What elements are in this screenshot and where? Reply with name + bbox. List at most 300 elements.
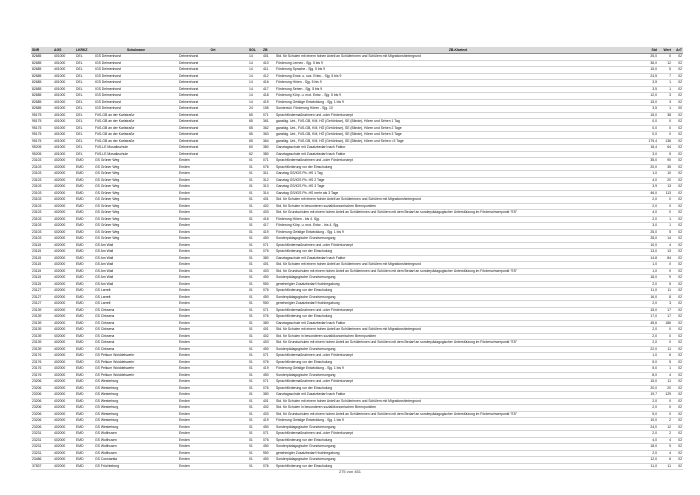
cell-wert: 6 [658,457,672,464]
cell-wert: 1 [658,223,672,230]
cell-ags: 402000 [53,197,75,204]
cell-schulname: GS Am Wall [94,281,178,288]
column-header-ags[interactable]: AGS [53,47,75,54]
cell-zb: 076 [262,385,275,392]
cell-ags: 402000 [53,288,75,295]
cell-snr: 23139 [31,340,53,347]
cell-ags: 402000 [53,262,75,269]
cell-ort: Delmenhorst [178,138,248,145]
cell-art: 02 [672,301,683,308]
cell-zb: 950 [262,301,275,308]
cell-ags: 401000 [53,145,75,152]
cell-schulname: GS Früchteburg [94,463,178,470]
cell-schulname: GS Grüner Weg [94,158,178,165]
cell-art: 02 [672,281,683,288]
cell-std: 1,0 [641,262,658,269]
cell-schulname: GS Grüner Weg [94,184,178,191]
cell-schulname: IGS Delmenhorst [94,67,178,74]
cell-ags: 402000 [53,216,75,223]
cell-wert: 13 [658,249,672,256]
cell-snr: 23103 [31,190,53,197]
cell-snr: 23115 [31,275,53,282]
cell-zb-klartext: ganztäg. Unt., FöS-GB, KM, HÖ (Gehörlose), SE (Blinde), Hören und Sehen >3 Tage [275,138,641,145]
cell-schulname: GS Am Wall [94,255,178,262]
cell-zb-klartext: Förderung Geistige Entwicklung - Sjg. 1 bis 9 [275,99,641,106]
cell-zb: 076 [262,314,275,321]
cell-zb-klartext: Förderung Emot. u. soz. Entw. - Sjg. 5 bis 9 [275,73,641,80]
cell-lkrkz: EMD [75,327,94,334]
cell-schulname: GS Westerburg [94,385,178,392]
cell-art: 02 [672,210,683,217]
cell-zb-klartext: Sprachfördermaßnahmen und -oder Förderkonzept [275,379,641,386]
cell-art: 02 [672,431,683,438]
cell-ags: 402000 [53,320,75,327]
cell-sgl: 01 [248,262,262,269]
cell-zb-klartext: Ganztag GS/IGS Pb.-HS 2 Tage [275,177,641,184]
cell-zb: 314 [262,190,275,197]
cell-ort: Emden [178,424,248,431]
cell-wert: 113 [658,190,672,197]
column-header-ort[interactable]: Ort [178,47,248,54]
cell-std: 10,0 [641,242,658,249]
cell-lkrkz: EMD [75,450,94,457]
cell-zb-klartext: genehmigter Zusatzbedarf Hochbegabung [275,301,641,308]
cell-std: 179,4 [641,138,658,145]
cell-zb-klartext: Std. für Schulen in besonderen sozialökonomischen Brennpunkten [275,405,641,412]
cell-schulname: GS Am Wall [94,242,178,249]
cell-snr: 23139 [31,307,53,314]
cell-std: 24,5 [641,73,658,80]
cell-wert: 1 [658,366,672,373]
cell-zb: 403 [262,411,275,418]
cell-zb: 450 [262,346,275,353]
cell-snr: 23231 [31,450,53,457]
cell-zb-klartext: Ganztag GS/IGS Pb.-HS 1 Tag [275,171,641,178]
cell-snr: 82685 [31,93,53,100]
cell-zb-klartext: Sprachförderung vor der Einschulung [275,437,641,444]
cell-wert: 2 [658,431,672,438]
cell-std: 5,0 [641,366,658,373]
cell-wert: 17 [658,314,672,321]
cell-ort: Emden [178,171,248,178]
cell-zb-klartext: Förderung Körp. u. mot. Entw. - Sjg. 5 bis 9 [275,93,641,100]
cell-schulname: FöS-GB an der Karlstraße [94,112,178,119]
cell-snr: 23176 [31,359,53,366]
column-header-zb-klartext[interactable]: ZB-Klartext [275,47,641,54]
cell-sgl: 01 [248,190,262,197]
cell-ort: Emden [178,184,248,191]
cell-std: 25,0 [641,54,658,61]
cell-lkrkz: EMD [75,405,94,412]
cell-zb-klartext: Ganztagsschule mit Zusatzbedarf nach Faktor [275,255,641,262]
cell-std: 15,0 [641,307,658,314]
column-header-zb[interactable]: ZB [262,47,275,54]
cell-wert: 2 [658,418,672,425]
cell-zb: 380 [262,151,275,158]
cell-wert: 11 [658,288,672,295]
cell-snr: 82685 [31,73,53,80]
cell-wert: 136 [658,138,672,145]
cell-ags: 402000 [53,411,75,418]
cell-wert: 35 [658,164,672,171]
cell-zb: 071 [262,112,275,119]
cell-art: 02 [672,437,683,444]
cell-art: 02 [672,249,683,256]
cell-art: 02 [672,86,683,93]
cell-ags: 402000 [53,424,75,431]
cell-snr: 37837 [31,463,53,470]
cell-art: 02 [672,366,683,373]
cell-zb-klartext: ganztäg. Unt., FöS-GB, KM, HÖ (Gehörlose), SE (Blinde), Hören und Sehen 1 Tag [275,119,641,126]
cell-sgl: 01 [248,294,262,301]
cell-lkrkz: DEL [75,99,94,106]
cell-std: 16,0 [641,294,658,301]
column-header-wert[interactable]: Wert [658,47,672,54]
cell-zb: 450 [262,424,275,431]
cell-zb-klartext: Förderung Körp. u. mot. Entw. - bis 4. Sjg. [275,223,641,230]
cell-ags: 402000 [53,275,75,282]
cell-lkrkz: EMD [75,288,94,295]
cell-snr: 23139 [31,346,53,353]
cell-std: 36,0 [641,60,658,67]
cell-std: 17,0 [641,314,658,321]
cell-wert: 0 [658,197,672,204]
cell-std: 2,0 [641,216,658,223]
cell-ort: Emden [178,255,248,262]
cell-ags: 402000 [53,372,75,379]
cell-std: 4,0 [641,177,658,184]
cell-snr: 23206 [31,392,53,399]
cell-sgl: 14 [248,86,262,93]
cell-zb: 071 [262,158,275,165]
cell-std: 11,0 [641,288,658,295]
cell-wert: 0 [658,327,672,334]
cell-zb: 311 [262,171,275,178]
cell-wert: 1 [658,80,672,87]
cell-wert: 4 [658,242,672,249]
cell-art: 02 [672,184,683,191]
cell-art: 02 [672,320,683,327]
cell-zb-klartext: Sonderpädagogische Grundversorgung [275,444,641,451]
cell-lkrkz: EMD [75,411,94,418]
cell-wert: 8 [658,294,672,301]
cell-art: 02 [672,236,683,243]
cell-lkrkz: DEL [75,106,94,113]
cell-ort: Delmenhorst [178,73,248,80]
cell-zb-klartext: Sonderpädagogische Grundversorgung [275,372,641,379]
cell-sgl: 01 [248,307,262,314]
cell-wert: 17 [658,307,672,314]
cell-ort: Emden [178,314,248,321]
cell-std: 2,0 [641,398,658,405]
cell-ags: 402000 [53,236,75,243]
cell-lkrkz: EMD [75,333,94,340]
cell-lkrkz: DEL [75,138,94,145]
cell-zb: 071 [262,353,275,360]
cell-ags: 402000 [53,379,75,386]
cell-sgl: 01 [248,463,262,470]
cell-schulname: GS Wolthusen [94,437,178,444]
cell-std: 46,0 [641,190,658,197]
cell-snr: 23103 [31,197,53,204]
cell-wert: 11 [658,463,672,470]
cell-snr: 23103 [31,171,53,178]
cell-ags: 401000 [53,73,75,80]
cell-schulname: GS Grüner Weg [94,203,178,210]
cell-schulname: GS Westerburg [94,418,178,425]
cell-schulname: GS Grüner Weg [94,177,178,184]
cell-lkrkz: EMD [75,164,94,171]
cell-sgl: 14 [248,60,262,67]
cell-lkrkz: EMD [75,398,94,405]
cell-std: 35,0 [641,158,658,165]
cell-sgl: 65 [248,112,262,119]
cell-art: 02 [672,418,683,425]
cell-art: 02 [672,73,683,80]
cell-wert: 10 [658,171,672,178]
cell-art: 02 [672,444,683,451]
cell-lkrkz: EMD [75,353,94,360]
cell-ags: 401000 [53,99,75,106]
cell-lkrkz: EMD [75,177,94,184]
cell-zb: 313 [262,184,275,191]
cell-lkrkz: EMD [75,379,94,386]
cell-ags: 402000 [53,437,75,444]
cell-zb: 950 [262,450,275,457]
cell-wert: 0 [658,125,672,132]
cell-zb: 450 [262,275,275,282]
cell-zb-klartext: Std. für Schulen mit einem hohen Anteil an Schülerinnen und Schülern mit Migrationshintergrund [275,398,641,405]
cell-zb: 363 [262,132,275,139]
cell-ags: 402000 [53,353,75,360]
cell-art: 02 [672,203,683,210]
cell-lkrkz: EMD [75,437,94,444]
cell-sgl: 01 [248,242,262,249]
cell-zb: 450 [262,372,275,379]
cell-lkrkz: EMD [75,385,94,392]
cell-lkrkz: EMD [75,262,94,269]
cell-ort: Emden [178,268,248,275]
cell-zb: 417 [262,223,275,230]
cell-zb-klartext: ganztäg. Unt., FöS-GB, KM, HÖ (Gehörlose), SE (Blinde), Hören und Sehen 2 Tage [275,125,641,132]
cell-lkrkz: EMD [75,431,94,438]
cell-schulname: FöS-GB an der Karlstraße [94,138,178,145]
cell-ort: Emden [178,197,248,204]
cell-art: 02 [672,340,683,347]
cell-art: 02 [672,190,683,197]
table-body [31,54,683,470]
cell-zb: 071 [262,431,275,438]
cell-std: 24,0 [641,424,658,431]
cell-snr: 23206 [31,398,53,405]
column-header-sgl[interactable]: SGL [248,47,262,54]
cell-ort: Emden [178,301,248,308]
cell-lkrkz: DEL [75,86,94,93]
cell-art: 02 [672,119,683,126]
cell-zb: 380 [262,145,275,152]
cell-art: 02 [672,288,683,295]
cell-sgl: 01 [248,340,262,347]
cell-ort: Emden [178,359,248,366]
cell-schulname: GS Westerburg [94,398,178,405]
cell-schulname: GS Cirksena [94,340,178,347]
cell-lkrkz: EMD [75,359,94,366]
cell-ags: 401000 [53,80,75,87]
cell-ort: Emden [178,320,248,327]
cell-ort: Emden [178,392,248,399]
cell-snr: 82685 [31,60,53,67]
cell-snr: 95175 [31,119,53,126]
cell-snr: 23103 [31,177,53,184]
cell-ort: Emden [178,385,248,392]
cell-art: 02 [672,197,683,204]
cell-schulname: GS Pelkum Wolddelswehr [94,372,178,379]
cell-ort: Emden [178,242,248,249]
cell-art: 02 [672,80,683,87]
cell-art: 02 [672,405,683,412]
column-header-schulname[interactable]: Schulname [94,47,178,54]
cell-snr: 82685 [31,106,53,113]
cell-schulname: GS Larrelt [94,301,178,308]
cell-zb: 950 [262,281,275,288]
cell-zb: 380 [262,320,275,327]
cell-snr: 23103 [31,229,53,236]
cell-ort: Emden [178,411,248,418]
cell-sgl: 01 [248,164,262,171]
cell-zb: 076 [262,359,275,366]
cell-ort: Emden [178,275,248,282]
cell-std: 12,0 [641,457,658,464]
cell-schulname: GS Grüner Weg [94,190,178,197]
cell-ags: 402000 [53,203,75,210]
cell-snr: 82685 [31,99,53,106]
cell-wert: 90 [658,158,672,165]
cell-art: 02 [672,275,683,282]
cell-zb: 071 [262,242,275,249]
cell-sgl: 01 [248,301,262,308]
cell-zb-klartext: Sprachförderung vor der Einschulung [275,359,641,366]
cell-ort: Delmenhorst [178,151,248,158]
cell-snr: 23139 [31,320,53,327]
cell-lkrkz: EMD [75,340,94,347]
cell-ags: 401000 [53,132,75,139]
cell-ort: Emden [178,405,248,412]
cell-art: 02 [672,463,683,470]
cell-std: 3,0 [641,151,658,158]
cell-ags: 401000 [53,60,75,67]
cell-snr: 23139 [31,314,53,321]
cell-std: 3,5 [641,80,658,87]
cell-ort: Emden [178,327,248,334]
cell-schulname: FöS-LE Mosaikschule [94,145,178,152]
cell-wert: 5 [658,229,672,236]
cell-lkrkz: EMD [75,320,94,327]
cell-ort: Emden [178,333,248,340]
cell-zb: 419 [262,99,275,106]
cell-wert: 38 [658,112,672,119]
cell-lkrkz: EMD [75,255,94,262]
column-header-art[interactable]: ArT [672,47,683,54]
cell-schulname: GS Grüner Weg [94,171,178,178]
cell-zb: 450 [262,294,275,301]
cell-lkrkz: EMD [75,190,94,197]
cell-snr: 23206 [31,405,53,412]
cell-art: 02 [672,457,683,464]
cell-schulname: GS Pelkum Wolddelswehr [94,359,178,366]
cell-lkrkz: EMD [75,307,94,314]
cell-ort: Emden [178,281,248,288]
cell-zb: 401 [262,327,275,334]
cell-zb-klartext: genehmigter Zusatzbedarf Hochbegabung [275,450,641,457]
cell-schulname: GS Grüner Weg [94,164,178,171]
column-header-std[interactable]: Std [641,47,658,54]
cell-snr: 23206 [31,418,53,425]
cell-zb: 076 [262,164,275,171]
cell-ort: Emden [178,463,248,470]
cell-lkrkz: DEL [75,60,94,67]
cell-ags: 402000 [53,444,75,451]
cell-schulname: GS Wolthusen [94,431,178,438]
cell-schulname: GS Larrelt [94,288,178,295]
cell-ort: Emden [178,210,248,217]
cell-wert: 14 [658,236,672,243]
cell-zb: 401 [262,54,275,61]
cell-zb-klartext: Sonderstd. Förderung Hören - Sjg. 10 [275,106,641,113]
cell-zb-klartext: Std. für Schulen mit einem hohen Anteil an Schülerinnen und Schülern mit Migrationshintergrund [275,262,641,269]
cell-ags: 402000 [53,450,75,457]
cell-snr: 23103 [31,210,53,217]
cell-zb: 416 [262,80,275,87]
cell-art: 02 [672,93,683,100]
cell-art: 02 [672,359,683,366]
cell-ags: 402000 [53,184,75,191]
cell-schulname: IGS Delmenhorst [94,80,178,87]
cell-sgl: 01 [248,288,262,295]
cell-art: 02 [672,327,683,334]
cell-zb: 076 [262,249,275,256]
cell-ort: Delmenhorst [178,54,248,61]
cell-std: 4,0 [641,210,658,217]
cell-snr: 23486 [31,457,53,464]
cell-art: 02 [672,216,683,223]
cell-lkrkz: EMD [75,203,94,210]
cell-zb: 380 [262,255,275,262]
cell-ags: 402000 [53,392,75,399]
cell-art: 02 [672,307,683,314]
cell-zb-klartext: Sprachförderung vor der Einschulung [275,463,641,470]
cell-schulname: GS Grüner Weg [94,197,178,204]
cell-zb: 401 [262,398,275,405]
cell-snr: 95175 [31,138,53,145]
cell-zb: 402 [262,405,275,412]
cell-zb: 364 [262,138,275,145]
cell-ags: 402000 [53,398,75,405]
cell-lkrkz: DEL [75,112,94,119]
cell-zb-klartext: Std. für Schulen mit einem hohen Anteil an Schülerinnen und Schülern mit Migrationshintergrund [275,327,641,334]
cell-std: 2,0 [641,203,658,210]
cell-std: 1,0 [641,353,658,360]
cell-std: 11,0 [641,463,658,470]
column-header-lkrkz[interactable]: LKRKZ [75,47,94,54]
column-header-snr[interactable]: SNR [31,47,53,54]
cell-snr: 95205 [31,145,53,152]
cell-zb: 403 [262,268,275,275]
cell-snr: 23176 [31,372,53,379]
cell-std: 2,0 [641,333,658,340]
cell-schulname: FöS-GB an der Karlstraße [94,125,178,132]
cell-sgl: 01 [248,249,262,256]
cell-zb: 411 [262,67,275,74]
